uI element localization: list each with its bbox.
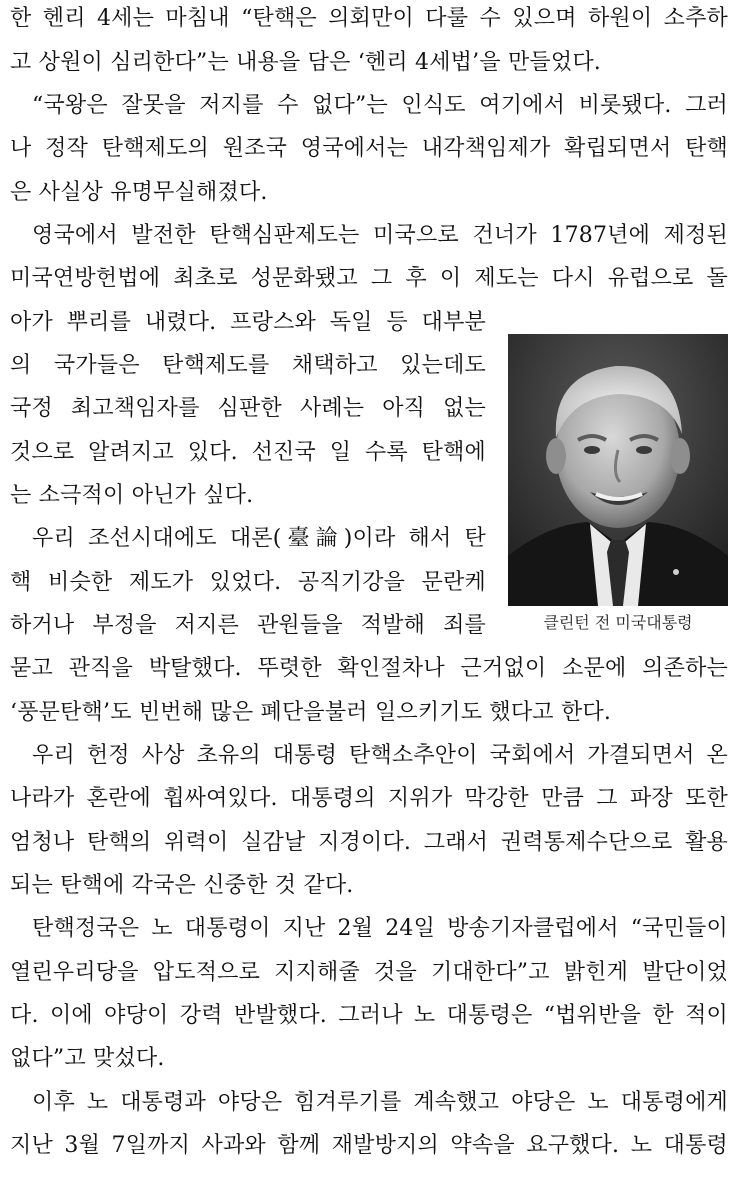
text-line: 한 헨리 4세는 마침내 “탄핵은 의회만이 다룰 수 있으며 하원이 소추하	[10, 6, 728, 31]
text-line: 국정 최고책임자를 심판한 사례는 아직 없는	[10, 396, 486, 421]
text-line: 것으로 알려지고 있다. 선진국 일 수록 탄핵에	[10, 440, 486, 465]
text-line: 이후 노 대통령과 야당은 힘겨루기를 계속했고 야당은 노 대통령에게	[32, 1090, 728, 1115]
text-line: 고 상원이 심리한다”는 내용을 담은 ‘헨리 4세법’을 만들었다.	[10, 50, 601, 75]
text-line: 미국연방헌법에 최초로 성문화됐고 그 후 이 제도는 다시 유럽으로 돌	[10, 266, 728, 291]
text-line: 열린우리당을 압도적으로 지지해줄 것을 기대한다”고 밝힌게 발단이었	[10, 960, 728, 985]
text-line: 나라가 혼란에 휩싸여있다. 대통령의 지위가 막강한 만큼 그 파장 또한	[10, 786, 728, 811]
portrait-image	[508, 334, 728, 606]
text-line: 의 국가들은 탄핵제도를 채택하고 있는데도	[10, 353, 486, 378]
text-line: 핵 비슷한 제도가 있었다. 공직기강을 문란케	[10, 570, 486, 595]
text-line: 되는 탄핵에 각국은 신중한 것 같다.	[10, 873, 354, 898]
text-line: 다. 이에 야당이 강력 반발했다. 그러나 노 대통령은 “법위반을 한 적이	[10, 1003, 728, 1028]
text-line: 는 소극적이 아닌가 싶다.	[10, 483, 254, 508]
text-line: 지난 3월 7일까지 사과와 함께 재발방지의 약속을 요구했다. 노 대통령	[10, 1133, 728, 1158]
text-line: ‘풍문탄핵’도 빈번해 많은 폐단을불러 일으키기도 했다고 한다.	[10, 700, 612, 725]
text-line: 은 사실상 유명무실해졌다.	[10, 180, 268, 205]
text-line: 탄핵정국은 노 대통령이 지난 2월 24일 방송기자클럽에서 “국민들이	[32, 916, 728, 941]
text-line: 영국에서 발전한 탄핵심판제도는 미국으로 건너가 1787년에 제정된	[32, 223, 728, 248]
text-line: 아가 뿌리를 내렸다. 프랑스와 독일 등 대부분	[10, 310, 486, 335]
text-line: 나 정작 탄핵제도의 원조국 영국에서는 내각책임제가 확립되면서 탄핵	[10, 136, 728, 161]
text-line: 묻고 관직을 박탈했다. 뚜렷한 확인절차나 근거없이 소문에 의존하는	[10, 656, 728, 681]
text-line: “국왕은 잘못을 저지를 수 없다”는 인식도 여기에서 비롯됐다. 그러	[32, 93, 728, 118]
photo-caption: 클린턴 전 미국대통령	[543, 613, 693, 632]
portrait-photo	[508, 334, 728, 606]
text-line: 엄청나 탄핵의 위력이 실감날 지경이다. 그래서 권력통제수단으로 활용	[10, 830, 728, 855]
text-line: 없다”고 맞섰다.	[10, 1046, 165, 1071]
text-line: 우리 조선시대에도 대론(臺論)이라 해서 탄	[32, 526, 486, 551]
text-line: 우리 헌정 사상 초유의 대통령 탄핵소추안이 국회에서 가결되면서 온	[32, 743, 728, 768]
text-line: 하거나 부정을 저지른 관원들을 적발해 죄를	[10, 613, 486, 638]
